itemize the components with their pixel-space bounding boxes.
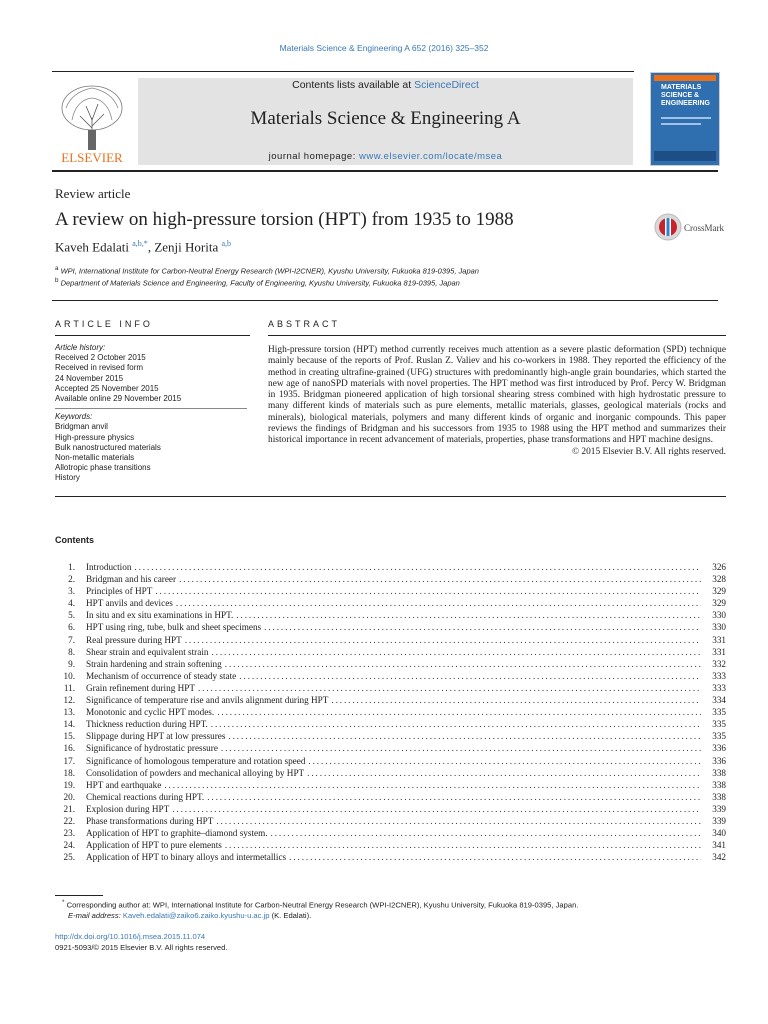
toc-entry-page[interactable]: 335 [712, 731, 726, 742]
journal-homepage-line [138, 151, 633, 162]
toc-entry-title[interactable]: Significance of temperature rise and anvils alignment during HPT [86, 695, 329, 706]
keyword: Bulk nanostructured materials [55, 442, 161, 452]
toc-entry[interactable] [55, 670, 726, 682]
toc-entry-title[interactable]: Chemical reactions during HPT. [86, 791, 205, 802]
toc-entry-number: 7. [68, 634, 75, 645]
toc-entry[interactable] [55, 634, 726, 646]
toc-entry-title[interactable]: Explosion during HPT [86, 803, 170, 814]
toc-entry[interactable] [55, 694, 726, 706]
toc-leader-dots [155, 585, 701, 597]
toc-entry-title[interactable]: Consolidation of powders and mechanical alloying by HPT [86, 767, 305, 778]
toc-leader-dots [225, 658, 701, 670]
toc-leader-dots [239, 670, 701, 682]
toc-entry-number: 12. [63, 695, 75, 706]
toc-entry-title[interactable]: HPT anvils and devices [86, 598, 173, 609]
abstract-rule [268, 335, 726, 336]
toc-leader-dots [176, 597, 701, 609]
toc-entry-number: 17. [63, 755, 75, 766]
toc-entry-page[interactable]: 338 [712, 779, 726, 790]
email-suffix: (K. Edalati). [269, 911, 312, 921]
toc-entry-number: 13. [63, 707, 75, 718]
homepage-label: journal homepage: [268, 151, 359, 162]
toc-entry[interactable] [55, 742, 726, 754]
toc-entry[interactable] [55, 779, 726, 791]
toc-entry-title[interactable]: Grain refinement during HPT [86, 682, 195, 693]
toc-entry-page[interactable]: 338 [712, 767, 726, 778]
journal-citation[interactable]: Materials Science & Engineering A 652 (2016) 325–352 [279, 43, 489, 53]
article-title: A review on high-pressure torsion (HPT) from 1935 to 1988 [55, 209, 514, 230]
toc-entry-number: 10. [63, 670, 75, 681]
toc-entry-number: 3. [68, 586, 75, 597]
table-of-contents [55, 561, 726, 863]
toc-entry-title[interactable]: Mechanism of occurrence of steady state [86, 670, 237, 681]
article-info-rule [55, 335, 250, 336]
toc-entry-page[interactable]: 342 [712, 852, 726, 863]
toc-entry-number: 16. [63, 743, 75, 754]
toc-entry-page[interactable]: 329 [712, 598, 726, 609]
toc-leader-dots [308, 755, 701, 767]
toc-leader-dots [331, 694, 701, 706]
corresponding-author-footnote [62, 898, 722, 922]
toc-entry[interactable] [55, 827, 726, 839]
toc-leader-dots [217, 706, 701, 718]
keyword: High-pressure physics [55, 432, 135, 442]
toc-leader-dots [264, 621, 701, 633]
toc-entry-page[interactable]: 333 [712, 682, 726, 693]
toc-entry-number: 11. [63, 682, 75, 693]
toc-entry-page[interactable]: 332 [712, 658, 726, 669]
toc-entry-title[interactable]: Application of HPT to binary alloys and intermetallics [86, 852, 287, 863]
toc-entry-number: 1. [68, 562, 75, 572]
article-history-label: Article history: [55, 343, 106, 352]
toc-entry-title[interactable]: Slippage during HPT at low pressures [86, 731, 226, 742]
abstract-heading: ABSTRACT [268, 319, 341, 329]
toc-leader-dots [225, 839, 701, 851]
history-line: Received 2 October 2015 [55, 353, 146, 363]
toc-entry[interactable] [55, 561, 726, 573]
header-top-rule [52, 71, 634, 72]
contents-heading: Contents [55, 535, 94, 545]
toc-entry-page[interactable]: 330 [712, 610, 726, 621]
toc-entry-number: 9. [68, 658, 75, 669]
toc-entry-page[interactable]: 333 [712, 670, 726, 681]
toc-leader-dots [185, 634, 701, 646]
elsevier-wordmark: ELSEVIER [61, 150, 123, 165]
toc-entry-title[interactable]: Introduction [86, 562, 132, 572]
toc-entry-title[interactable]: Monotonic and cyclic HPT modes. [86, 707, 215, 718]
email-link[interactable]: Kaveh.edalati@zaiko6.zaiko.kyushu-u.ac.jp [122, 911, 270, 921]
toc-entry-number: 5. [68, 610, 75, 621]
toc-entry-number: 21. [63, 803, 75, 814]
toc-entry[interactable] [55, 730, 726, 742]
author-name[interactable]: Kaveh Edalati [55, 239, 129, 255]
issn-copyright: 0921-5093/© 2015 Elsevier B.V. All rights reserved. [55, 943, 228, 952]
toc-entry-title[interactable]: In situ and ex situ examinations in HPT. [86, 610, 234, 621]
cover-title: MATERIALS SCIENCE & ENGINEERING [661, 84, 711, 107]
toc-entry-page[interactable]: 340 [712, 828, 726, 839]
crossmark-badge[interactable] [654, 211, 726, 243]
toc-leader-dots [207, 791, 701, 803]
affiliation-mark: b [55, 277, 59, 284]
toc-leader-dots [228, 730, 701, 742]
affiliation-text: Department of Materials Science and Engineering, Faculty of Engineering, Kyushu University, Fukuoka 819-0395, Japan [60, 278, 460, 288]
email-label: E-mail address: [68, 911, 123, 921]
toc-entry[interactable] [55, 609, 726, 621]
toc-entry-title[interactable]: Application of HPT to graphite–diamond system. [86, 828, 268, 839]
info-separator [55, 408, 247, 409]
toc-entry-page[interactable]: 331 [712, 646, 726, 657]
toc-leader-dots [179, 573, 701, 585]
abstract-text: High-pressure torsion (HPT) method currently receives much attention as a severe plastic deformation (SPD) technique mainly because of the reports of Prof. Ruslan Z. Valiev and his co-workers in 1988. They reported the efficiency of the method in creating ultrafine-grained (UFG) structures with predominantly high-angle grain boundaries, which started the new age of nanoSPD materials with novel properties. The HPT method was first introduced by Prof. Percy W. Bridgman in 1935. Bridgman pioneered application of high torsional shearing stress combined with high hydrostatic pressure to many different kinds of materials such as pure elements, metallic materials, glasses, geological materials (rocks and minerals), biological materials, polymers and many different kinds of organic and inorganic compounds. This paper reviews the findings of Bridgman and his successors from 1935 to 1988 using the HPT method and summarizes their historical importance in recent advancement of materials, properties, phase transformations and HPT machine designs. [268, 345, 726, 446]
toc-entry-number: 19. [63, 779, 75, 790]
toc-entry-number: 2. [68, 574, 75, 585]
toc-entry[interactable] [55, 585, 726, 597]
keyword: Non-metallic materials [55, 453, 135, 463]
toc-leader-dots [221, 742, 701, 754]
sciencedirect-link[interactable]: ScienceDirect [414, 79, 479, 91]
toc-entry-number: 8. [68, 646, 75, 657]
crossmark-icon [654, 211, 726, 243]
toc-entry-page[interactable]: 331 [712, 634, 726, 645]
affiliation-a [55, 265, 479, 276]
toc-leader-dots [211, 646, 701, 658]
toc-entry-number: 15. [63, 731, 75, 742]
toc-entry-title[interactable]: Significance of homologous temperature and rotation speed [86, 755, 306, 766]
toc-leader-dots [134, 561, 701, 573]
toc-entry[interactable] [55, 767, 726, 779]
author-separator: , [147, 239, 155, 255]
history-line: Available online 29 November 2015 [55, 394, 182, 404]
affiliation-mark: a [55, 265, 59, 272]
elsevier-tree-icon [52, 78, 132, 165]
toc-leader-dots [271, 827, 701, 839]
toc-entry[interactable] [55, 815, 726, 827]
toc-entry-title[interactable]: Phase transformations during HPT [86, 815, 214, 826]
contents-lists-line [138, 79, 633, 91]
affiliation-text: WPI, International Institute for Carbon-Neutral Energy Research (WPI-I2CNER), Kyushu University, Fukuoka 819-0395, Japan [60, 266, 479, 276]
toc-entry-number: 18. [63, 767, 75, 778]
toc-entry-page[interactable]: 335 [712, 707, 726, 718]
toc-leader-dots [164, 779, 701, 791]
toc-entry-page[interactable]: 336 [712, 743, 726, 754]
toc-entry[interactable] [55, 706, 726, 718]
toc-entry-page[interactable]: 338 [712, 791, 726, 802]
doi-link[interactable]: http://dx.doi.org/10.1016/j.msea.2015.11.074 [55, 932, 206, 941]
toc-leader-dots [172, 803, 701, 815]
toc-entry[interactable] [55, 646, 726, 658]
toc-entry[interactable] [55, 658, 726, 670]
toc-entry-page[interactable]: 334 [712, 695, 726, 706]
toc-entry[interactable] [55, 597, 726, 609]
keyword: Allotropic phase transitions [55, 463, 151, 473]
toc-leader-dots [307, 767, 701, 779]
toc-leader-dots [198, 682, 701, 694]
toc-entry[interactable] [55, 755, 726, 767]
crossmark-label: CrossMark [684, 223, 724, 233]
toc-entry[interactable] [55, 851, 726, 863]
title-block-rule [52, 300, 718, 301]
toc-entry-title[interactable]: Shear strain and equivalent strain [86, 646, 209, 657]
toc-leader-dots [211, 718, 701, 730]
toc-leader-dots [236, 609, 701, 621]
toc-entry-title[interactable]: Significance of hydrostatic pressure [86, 743, 218, 754]
toc-entry[interactable] [55, 718, 726, 730]
toc-entry-page[interactable]: 341 [712, 840, 726, 851]
toc-entry-title[interactable]: Thickness reduction during HPT. [86, 719, 208, 730]
author-list [55, 239, 231, 255]
toc-entry-title[interactable]: HPT and earthquake [86, 779, 162, 790]
toc-entry-page[interactable]: 339 [712, 815, 726, 826]
toc-entry-number: 24. [63, 840, 75, 851]
cover-line [661, 123, 701, 125]
toc-entry[interactable] [55, 791, 726, 803]
cover-bottom-strip [654, 151, 716, 161]
abstract-body [268, 345, 726, 458]
corresponding-author-text: Corresponding author at: WPI, International Institute for Carbon-Neutral Energy Research (WPI-I2CNER), Kyushu University, Fukuoka 819-0395, Japan. [66, 900, 579, 910]
author-name[interactable]: Zenji Horita [154, 239, 219, 255]
toc-entry[interactable] [55, 839, 726, 851]
journal-title: Materials Science & Engineering A [250, 108, 521, 129]
toc-entry[interactable] [55, 621, 726, 633]
cover-top-strip [654, 75, 716, 81]
toc-entry[interactable] [55, 803, 726, 815]
toc-entry-title[interactable]: Strain hardening and strain softening [86, 658, 222, 669]
article-type: Review article [55, 186, 131, 201]
footnote-line [62, 898, 722, 911]
header-bottom-rule [52, 170, 718, 172]
toc-entry-title[interactable]: Real pressure during HPT [86, 634, 182, 645]
toc-entry-number: 4. [68, 598, 75, 609]
toc-leader-dots [289, 851, 701, 863]
toc-entry-page[interactable]: 336 [712, 755, 726, 766]
abstract-bottom-rule [55, 496, 726, 497]
toc-leader-dots [216, 815, 701, 827]
contents-lists-prefix: Contents lists available at [292, 79, 415, 91]
toc-entry-number: 20. [63, 791, 75, 802]
author-affiliation-marks[interactable]: a,b,* [132, 239, 148, 248]
toc-entry-number: 14. [63, 719, 75, 730]
toc-entry-page[interactable]: 328 [712, 574, 726, 585]
footnote-rule [55, 895, 103, 896]
toc-entry-page[interactable]: 335 [712, 719, 726, 730]
toc-entry-title[interactable]: Application of HPT to pure elements [86, 840, 222, 851]
history-line: Received in revised form [55, 363, 144, 373]
affiliation-b [55, 277, 460, 288]
journal-cover-image [650, 72, 720, 166]
toc-entry-number: 25. [63, 852, 75, 863]
toc-entry-number: 23. [63, 828, 75, 839]
journal-homepage-link[interactable]: www.elsevier.com/locate/msea [358, 151, 503, 162]
toc-entry-number: 22. [63, 815, 75, 826]
toc-entry-page[interactable]: 326 [712, 562, 726, 572]
toc-entry-title[interactable]: Principles of HPT [86, 586, 153, 597]
history-line: Accepted 25 November 2015 [55, 383, 159, 393]
toc-entry[interactable] [55, 682, 726, 694]
footnote-mark: * [62, 899, 65, 906]
keyword: History [55, 473, 80, 483]
keyword: Bridgman anvil [55, 422, 108, 432]
article-info-heading: ARTICLE INFO [55, 319, 153, 329]
history-line: 24 November 2015 [55, 373, 124, 383]
toc-entry-number: 6. [68, 622, 75, 633]
cover-line [661, 117, 711, 119]
email-line [62, 911, 722, 922]
article-info-panel [55, 343, 250, 484]
toc-entry-title[interactable]: Bridgman and his career [86, 574, 177, 585]
elsevier-logo [52, 78, 132, 165]
keywords-label: Keywords: [55, 412, 93, 422]
author-affiliation-marks[interactable]: a,b [221, 239, 232, 248]
abstract-copyright: © 2015 Elsevier B.V. All rights reserved. [571, 446, 726, 457]
toc-entry-title[interactable]: HPT using ring, tube, bulk and sheet specimens [86, 622, 262, 633]
toc-entry[interactable] [55, 573, 726, 585]
toc-entry-page[interactable]: 339 [712, 803, 726, 814]
toc-entry-page[interactable]: 329 [712, 586, 726, 597]
toc-entry-page[interactable]: 330 [712, 622, 726, 633]
